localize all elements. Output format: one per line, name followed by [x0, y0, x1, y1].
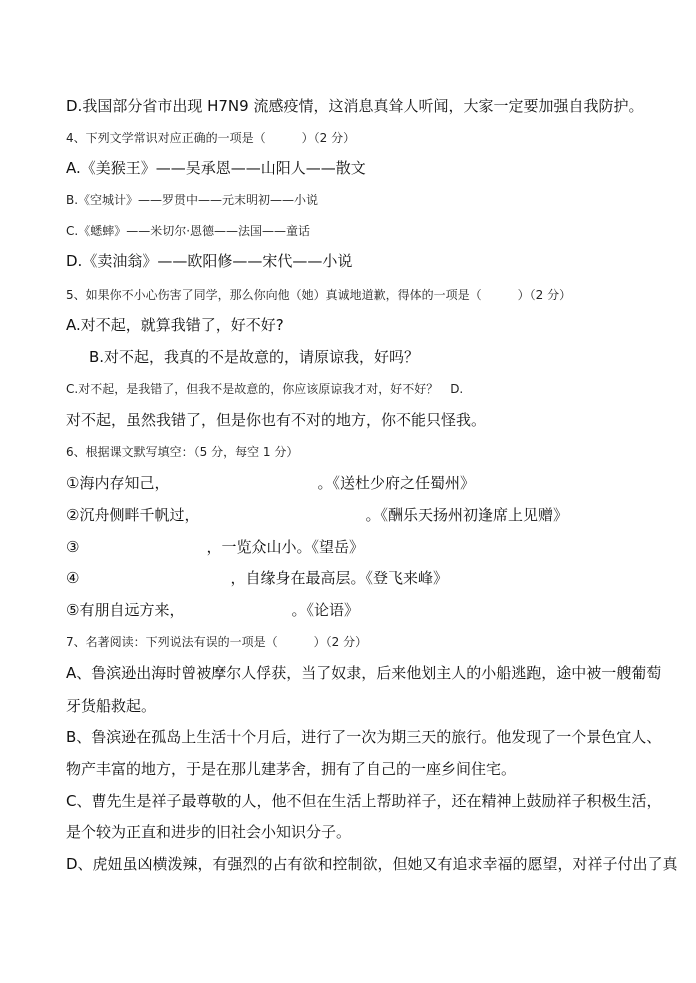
q6-blank-2-before: ②沉舟侧畔千帆过，: [66, 506, 200, 524]
q6-blank-4-after: ，自缘身在最高层。《登飞来峰》: [230, 569, 448, 587]
q6-blank-5: [66, 603, 359, 618]
q5-option-d-text: 对不起，虽然我错了，但是你也有不对的地方，你不能只怪我。: [66, 411, 487, 429]
q4-option-c: C.《蟋蟀》——米切尔·恩德——法国——童话: [66, 224, 311, 238]
q6-blank-3-before: ③: [66, 538, 80, 556]
q5-option-b: B.对不起，我真的不是故意的，请原谅我，好吗？: [89, 348, 420, 366]
q7-option-c-line1: C、曹先生是祥子最尊敬的人，他不但在生活上帮助祥子，还在精神上鼓励祥子积极生活，: [66, 792, 662, 810]
q4-option-b: B.《空城计》——罗贯中——元末明初——小说: [66, 193, 319, 207]
q6-stem: 6、根据课文默写填空：（5 分，每空 1 分）: [66, 445, 299, 459]
q6-blank-3-after: ，一览众山小。《望岳》: [206, 538, 364, 556]
q4-option-d: D.《卖油翁》——欧阳修——宋代——小说: [66, 252, 353, 270]
q7-stem: 7、名著阅读：下列说法有误的一项是（ ）（2 分）: [66, 635, 368, 649]
q4-option-a: A.《美猴王》——吴承恩——山阳人——散文: [66, 159, 366, 177]
q5-option-a: A.对不起，就算我错了，好不好?: [66, 316, 284, 334]
q7-option-c-line2: 是个较为正直和进步的旧社会小知识分子。: [66, 823, 352, 841]
q6-blank-3: [66, 540, 364, 555]
q3-option-d: D.我国部分省市出现 H7N9 流感疫情，这消息真耸人听闻，大家一定要加强自我防护。: [66, 97, 644, 115]
q7-option-a-line2: 牙货船救起。: [66, 697, 157, 715]
q6-blank-1-after: 。《送杜少府之任蜀州》: [317, 474, 475, 492]
q7-option-b-line2: 物产丰富的地方，于是在那儿建茅舍，拥有了自己的一座乡间住宅。: [66, 760, 517, 778]
q7-option-d-line1: D、虎妞虽凶横泼辣，有强烈的占有欲和控制欲，但她又有追求幸福的愿望，对祥子付出了真: [66, 855, 678, 873]
q6-blank-2: [66, 508, 568, 523]
q6-blank-1-before: ①海内存知己，: [66, 474, 170, 492]
q6-blank-2-after: 。《酬乐天扬州初逢席上见赠》: [365, 506, 568, 524]
q6-blank-4-before: ④: [66, 569, 80, 587]
q6-blank-5-before: ⑤有朋自远方来，: [66, 601, 185, 619]
q5-stem: 5、如果你不小心伤害了同学，那么你向他（她）真诚地道歉，得体的一项是（ ）（2 分）: [66, 288, 572, 302]
q5-option-c: C.对不起，是我错了，但我不是故意的，你应该原谅我才对，好不好？ D.: [66, 382, 464, 396]
q6-blank-4: [66, 571, 448, 586]
q7-option-a-line1: A、鲁滨逊出海时曾被摩尔人俘获，当了奴隶，后来他划主人的小船逃跑，途中被一艘葡萄: [66, 664, 662, 682]
q6-blank-5-after: 。《论语》: [291, 601, 359, 619]
q6-blank-1: [66, 476, 475, 491]
q4-stem: 4、下列文学常识对应正确的一项是（ ）（2 分）: [66, 131, 356, 145]
q7-option-b-line1: B、鲁滨逊在孤岛上生活十个月后，进行了一次为期三天的旅行。他发现了一个景色宜人、: [66, 728, 662, 746]
